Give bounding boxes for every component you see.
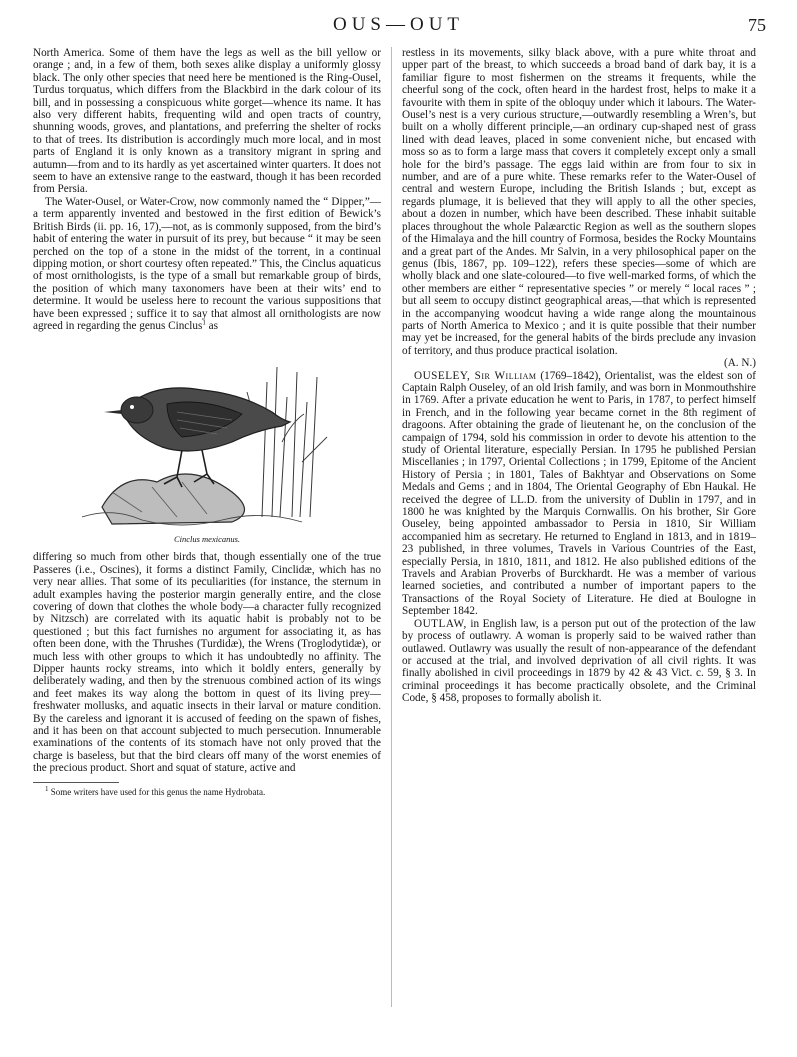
left-column [33,47,381,798]
entry-outlaw-text: in English law, is a person put out of the protection of the law by process of outlawry. A woman is properly said to be waived rather than outlawed. Outlawry was usually the result of non-appearance of the defendant or accused at the trial, and involved deprivation of all civil rights. It was finally abolished in civil proceedings in 1879 by 42 & 43 Vict. c. 59, § 3. In criminal proceedings it has become practically obsolete, and the Criminal Code, § 458, proposes to formally abolish it. [402,617,756,705]
footnote [33,784,381,798]
page-number: 75 [748,15,766,35]
footnote-rule [33,782,119,783]
running-title: OUS—OUT [332,14,465,35]
author-signature: (A. N.) [723,357,756,370]
footnote-text: Some writers have used for this genus the name Hydrobata. [48,786,266,797]
headword-ouseley: OUSELEY, Sir William [414,369,537,382]
figure-woodcut [33,342,381,545]
entry-ouseley-text: (1769–1842), Orientalist, was the eldest son of Captain Ralph Ouseley, of an old Irish family, and was born in Monmouthshire in 1769. After a private education he went to Paris, in 1787, to perfect himself in French, and in the following year became cornet in the 8th regiment of dragoons. After obtaining the grade of lieutenant he, on the conclusion of the campaign of 1794, sold his commission in order to devote his attention to the study of Oriental literature, especially Persian. In 1795 he published Persian Miscellanies ; in 1797, Oriental Collections ; in 1799, Epitome of the Ancient History of Persia ; in 1801, Tales of Bakhtyar and Observations on Some Medals and Gems ; and in 1804, The Oriental Geography of Ebn Haukal. He received the degree of LL.D. from the university of Dublin in 1797, and in 1800 he was knighted by the Marquis Cornwallis. On his brother, Sir Gore Ouseley, being appointed ambassador to Persia in 1810, Sir William accompanied him as secretary. He returned to England in 1813, and in 1819–23 published, in three volumes, Travels in Various Countries of the East, especially Persia, in 1810, 1811, and 1812. He also published editions of the Travels and Arabian Proverbs of Burckhardt. He was a member of various learned societies, and contributed a number of important papers to the Transactions of the Royal Society of Literature. He died at Boulogne in September 1842. [402,369,756,618]
entry-ouseley [402,370,756,618]
paragraph-dipper-continued: restless in its movements, silky black above, with a pure white throat and upper part of the breast, to which succeeds a broad band of dark bay, it is a familiar figure to most fishermen on the streams it frequents, while the cheerful song of the cock, often heard in the hardest frost, helps to make it a favourite with them in spite of the obloquy under which it labours. The Water-Ousel’s nest is a very curious structure,—outwardly resembling a Wren’s, but built on a wholly different principle,—an ordinary cup-shaped nest of grass lined with dead leaves, placed in some convenient niche, but encased with moss so as to form a large mass that covers it completely except only a small hole for the bird’s passage. The eggs laid within are from four to six in number, and are of a pure white. These remarks refer to the Water-Ousel of central and western Europe, including the British Islands ; but, except as regards plumage, it is believed that they will apply to all the other species, about a dozen in number, which have been described. These inhabit suitable places throughout the whole Palæarctic Region as well as the southern slopes of the Himalaya and the hill country of Formosa, besides the Rocky Mountains and a great part of the Andes. Mr Salvin, in a very philosophical paper on the genus (Ibis, 1867, pp. 109–122), refers these species—some of which are wholly black and one slate-coloured—to five well-marked forms, of which the other members are either “ representative species ” or merely “ local races ” ; but all seem to occupy distinct geographical areas,—that which is represented in the accompanying woodcut having a wide range along the mountainous parts of North America to Mexico ; and it is quite possible that their number may yet be increased, for the general habits of the birds preclude any invasion of territory, and thus produce practical isolation. [402,47,756,357]
figure-caption: Cinclus mexicanus. [173,534,241,545]
paragraph-water-ousel-text: The Water-Ousel, or Water-Crow, now commonly named the “ Dipper,”—a term apparently invented and bestowed in the first edition of Bewick’s British Birds (ii. pp. 16, 17),—not, as is commonly supposed, from the bird’s habit of entering the water in pursuit of its prey, but because “ it may be seen perched on the top of a stone in the midst of the torrent, in a continual dipping motion, or short courtesy often repeated.” This, the Cinclus aquaticus of most ornithologists, is the type of a small but remarkable group of birds, the position of which many taxonomers have been at their wits’ end to determine. It would be useless here to recount the various suppositions that have been expressed ; suffice it to say that almost all ornithologists are now agreed in regarding the genus Cinclus [33,195,381,332]
footnote-mark: 1 [45,784,49,793]
dipper-bird-woodcut-icon [82,342,332,532]
paragraph-water-ousel-end: as [205,319,218,332]
entry-outlaw [402,618,756,705]
headword-outlaw: OUTLAW, [414,617,467,630]
paragraph-ring-ousel: North America. Some of them have the legs as well as the bill yellow or orange ; and, in a few of them, both sexes alike display a uniformly glossy black. The only other species that need here be mentioned is the Ring-Ousel, Turdus torquatus, which differs from the Blackbird in the dark colour of its bill, and in possessing a conspicuous white gorget—whence its name. It has also very different habits, frequenting wild and open tracts of country, shunning woods, groves, and plantations, and preferring the shelter of rocks to that of trees. Its distribution is accordingly much more local, and in most parts of England it is only known as a transitory migrant in spring and autumn—from and to its hardly as yet ascertained winter quarters. It does not seem to have an extensive range to the eastward, though it has been recorded from Persia. [33,47,381,196]
paragraph-dipper-habits: differing so much from other birds that, though essentially one of the true Passeres (i.e., Oscines), it forms a distinct Family, Cinclidæ, which has no very near allies. That some of its peculiarities (for instance, the sternum in adult examples having the posterior margin generally entire, and the close covering of down that clothes the whole body—a character fully recognized by Nitzsch) are correlated with its aquatic habit is probably not to be questioned ; but this fact furnishes no argument for associating it, as has often been done, with the Thrushes (Turdidæ), the Wrens (Troglodytidæ), or much less with other groups to which it has undoubtedly no affinity. The Dipper haunts rocky streams, into which it boldly enters, generally by deliberately wading, and then by the strenuous combined action of its wings and feet makes its way along the bottom in quest of its living prey—freshwater mollusks, and aquatic insects in their larval or mature condition. By the careless and ignorant it is accused of feeding on the spawn of fishes, and it has been on that account subjected to much persecution. Innumerable examinations of the contents of its stomach have not only proved that the charge is baseless, but that the bird clears off many of the worst enemies of the precious product. Short and squat of stature, active and [33,551,381,775]
footnote-reference: 1 [202,318,206,327]
right-column [402,47,756,705]
paragraph-water-ousel [33,196,381,332]
column-divider [391,47,392,1007]
